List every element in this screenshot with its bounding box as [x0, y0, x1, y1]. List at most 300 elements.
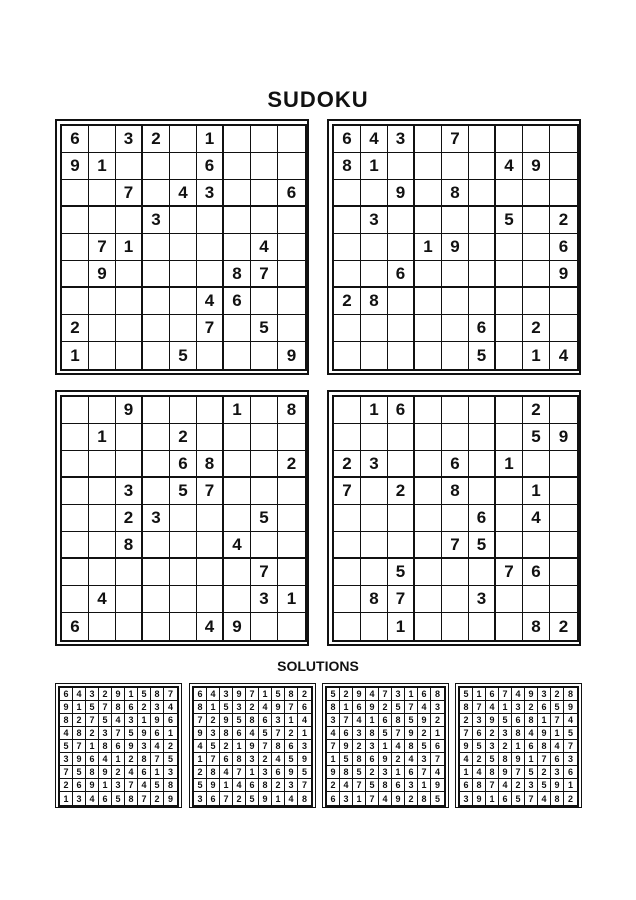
solution-1-cell: 2: [73, 714, 86, 727]
solution-3-cell: 7: [327, 740, 340, 753]
puzzle-3-cell: [278, 532, 305, 559]
puzzle-2-cell: [442, 153, 469, 180]
solution-4-cell: 9: [551, 779, 564, 792]
solution-2-cell: 6: [298, 701, 311, 714]
puzzle-1-cell: [251, 342, 278, 369]
puzzle-4-cell: 5: [523, 424, 550, 451]
solution-4-cell: 8: [551, 792, 564, 805]
puzzle-3-cell: 2: [170, 424, 197, 451]
solution-2-cell: 4: [298, 714, 311, 727]
puzzle-1-cell: [251, 180, 278, 207]
solution-3-cell: 6: [392, 779, 405, 792]
puzzle-1-cell: [62, 261, 89, 288]
solution-2-cell: 4: [220, 766, 233, 779]
solution-2-cell: 4: [272, 753, 285, 766]
puzzle-1-cell: [278, 315, 305, 342]
solution-2-cell: 3: [220, 688, 233, 701]
puzzle-2-cell: 1: [523, 342, 550, 369]
puzzle-4-cell: [415, 505, 442, 532]
solution-3-cell: 2: [392, 753, 405, 766]
puzzle-4-cell: [388, 451, 415, 478]
puzzle-2-cell: 2: [523, 315, 550, 342]
puzzle-4-cell: [334, 559, 361, 586]
puzzle-1-cell: 1: [62, 342, 89, 369]
solution-3-cell: 2: [327, 779, 340, 792]
solution-1-cell: 5: [112, 792, 125, 805]
puzzle-4-cell: [361, 613, 388, 640]
puzzle-3-cell: [89, 532, 116, 559]
solution-2-cell: 3: [259, 766, 272, 779]
puzzle-1-cell: 9: [62, 153, 89, 180]
puzzle-3-cell: 6: [62, 613, 89, 640]
solution-2-cell: 2: [220, 740, 233, 753]
solution-4-cell: 6: [499, 792, 512, 805]
solution-3-cell: 5: [327, 688, 340, 701]
puzzle-2-cell: [361, 261, 388, 288]
puzzle-1-cell: 7: [89, 234, 116, 261]
puzzle-1-cell: [251, 207, 278, 234]
solution-3-cell: 4: [431, 766, 444, 779]
solution-4-cell: 5: [486, 753, 499, 766]
solution-1-cell: 9: [99, 766, 112, 779]
puzzle-2-cell: 3: [361, 207, 388, 234]
solution-3-cell: 4: [353, 714, 366, 727]
solution-1-cell: 8: [86, 766, 99, 779]
solution-2-cell: 9: [272, 701, 285, 714]
solution-2-cell: 3: [285, 779, 298, 792]
solution-3-cell: 8: [340, 766, 353, 779]
puzzle-3-cell: [62, 505, 89, 532]
puzzle-4-cell: [334, 424, 361, 451]
solution-1-cell: 4: [138, 779, 151, 792]
puzzle-1-cell: 6: [197, 153, 224, 180]
puzzle-1-cell: [89, 288, 116, 315]
solution-4-cell: 2: [538, 766, 551, 779]
solution-2-cell: 4: [259, 701, 272, 714]
puzzle-2-cell: 1: [361, 153, 388, 180]
puzzle-3-cell: [62, 559, 89, 586]
solution-1-cell: 4: [99, 753, 112, 766]
solution-4-cell: 2: [473, 753, 486, 766]
solution-1-cell: 6: [73, 779, 86, 792]
puzzle-4-grid: [332, 395, 579, 642]
puzzle-1-cell: [197, 261, 224, 288]
puzzle-2-cell: 7: [442, 126, 469, 153]
solution-1-cell: 3: [164, 766, 177, 779]
solution-2-cell: 1: [233, 740, 246, 753]
puzzle-3-grid: [60, 395, 307, 642]
puzzle-2-cell: [415, 207, 442, 234]
puzzle-2-cell: 9: [388, 180, 415, 207]
puzzle-4-cell: 7: [496, 559, 523, 586]
puzzle-4-cell: [496, 613, 523, 640]
puzzle-2-cell: [496, 180, 523, 207]
puzzle-2-cell: [496, 288, 523, 315]
solution-1-cell: 1: [86, 740, 99, 753]
solution-1-cell: 8: [125, 792, 138, 805]
solution-2-cell: 2: [233, 792, 246, 805]
puzzle-4-cell: 2: [388, 478, 415, 505]
puzzle-4-cell: [388, 424, 415, 451]
puzzle-1-cell: [251, 153, 278, 180]
puzzle-2-cell: [388, 342, 415, 369]
puzzle-4-cell: 8: [523, 613, 550, 640]
solution-3-cell: 2: [418, 727, 431, 740]
puzzle-2-cell: [496, 261, 523, 288]
solution-2-cell: 3: [207, 727, 220, 740]
solution-4-cell: 5: [538, 779, 551, 792]
puzzle-3-cell: [62, 478, 89, 505]
solution-3-cell: 2: [366, 766, 379, 779]
puzzle-4-cell: [334, 532, 361, 559]
solution-2-cell: 7: [272, 727, 285, 740]
puzzle-1-cell: [251, 288, 278, 315]
puzzle-1-cell: [143, 180, 170, 207]
solution-3-cell: 8: [392, 714, 405, 727]
solution-2-cell: 9: [259, 792, 272, 805]
solution-1-cell: 9: [60, 701, 73, 714]
puzzle-1-cell: 6: [224, 288, 251, 315]
puzzle-3-cell: [62, 451, 89, 478]
puzzle-2-cell: [361, 180, 388, 207]
solution-1-cell: 6: [86, 753, 99, 766]
solution-2-cell: 1: [194, 753, 207, 766]
puzzle-1-cell: [278, 288, 305, 315]
puzzle-2-cell: [334, 315, 361, 342]
solution-1-cell: 8: [99, 740, 112, 753]
puzzle-3-cell: [143, 424, 170, 451]
solution-3-cell: 2: [379, 701, 392, 714]
solution-4-cell: 5: [499, 714, 512, 727]
puzzle-1-cell: 9: [286, 345, 297, 365]
puzzle-4-cell: 5: [469, 532, 496, 559]
puzzle-3-cell: 3: [143, 505, 170, 532]
puzzle-4-cell: [334, 505, 361, 532]
puzzle-1-cell: 8: [224, 261, 251, 288]
solution-2-cell: 2: [259, 753, 272, 766]
puzzle-2-cell: [388, 207, 415, 234]
puzzle-4-cell: [550, 478, 577, 505]
solution-4-cell: 3: [564, 753, 577, 766]
puzzle-1-cell: 2: [62, 315, 89, 342]
puzzle-1-cell: 1: [89, 153, 116, 180]
puzzle-4-cell: 7: [442, 532, 469, 559]
puzzle-2-cell: 3: [388, 126, 415, 153]
solution-1-cell: 5: [164, 753, 177, 766]
solution-2-cell: 6: [220, 753, 233, 766]
solution-3-cell: 4: [392, 740, 405, 753]
solution-4-cell: 8: [473, 779, 486, 792]
solution-1-cell: 4: [86, 792, 99, 805]
solution-3-cell: 9: [418, 714, 431, 727]
puzzle-3-cell: [224, 451, 251, 478]
puzzle-1-cell: [278, 126, 305, 153]
solution-4-cell: 4: [473, 766, 486, 779]
puzzle-3-cell: [197, 532, 224, 559]
puzzle-3-cell: 1: [278, 586, 305, 613]
solution-4-cell: 8: [525, 714, 538, 727]
solution-4-cell: 5: [512, 792, 525, 805]
puzzle-2-cell: [334, 180, 361, 207]
solution-3-cell: 3: [405, 779, 418, 792]
solution-3-cell: 4: [405, 753, 418, 766]
solution-4-cell: 9: [538, 727, 551, 740]
puzzle-3-cell: [224, 505, 251, 532]
puzzle-4-cell: 1: [361, 397, 388, 424]
solution-4-cell: 6: [486, 688, 499, 701]
puzzle-4-cell: [442, 586, 469, 613]
puzzle-4-cell: 6: [442, 451, 469, 478]
puzzle-2-cell: [361, 315, 388, 342]
solution-4-cell: 9: [499, 766, 512, 779]
solution-3-cell: 3: [392, 688, 405, 701]
solution-4-cell: 3: [486, 740, 499, 753]
puzzle-3-cell: 8: [116, 532, 143, 559]
puzzle-1-cell: 1: [116, 234, 143, 261]
puzzle-2-cell: 6: [334, 126, 361, 153]
puzzle-4-cell: [334, 613, 361, 640]
puzzle-3-cell: [89, 451, 116, 478]
solution-2-cell: 1: [285, 714, 298, 727]
solution-2-cell: 2: [272, 779, 285, 792]
puzzle-1-cell: [224, 234, 251, 261]
puzzle-1-cell: [62, 234, 89, 261]
solution-3-cell: 5: [405, 714, 418, 727]
solution-4-cell: 4: [525, 727, 538, 740]
puzzle-2-cell: [334, 234, 361, 261]
puzzle-3-cell: 4: [197, 613, 224, 640]
puzzle-1-cell: 1: [197, 126, 224, 153]
solution-2-cell: 7: [259, 740, 272, 753]
puzzle-1-cell: [170, 288, 197, 315]
solution-4-cell: 1: [499, 701, 512, 714]
puzzle-1-cell: [224, 180, 251, 207]
puzzle-3-cell: [251, 532, 278, 559]
solution-3-cell: 3: [340, 792, 353, 805]
solution-2-cell: 8: [194, 701, 207, 714]
solution-1-cell: 5: [86, 701, 99, 714]
puzzle-4-cell: [523, 451, 550, 478]
solution-4-cell: 1: [538, 714, 551, 727]
solution-2-cell: 3: [272, 714, 285, 727]
puzzle-2-cell: [415, 180, 442, 207]
solution-3-cell: 3: [418, 753, 431, 766]
puzzle-2-cell: [496, 315, 523, 342]
solution-3-cell: 9: [405, 727, 418, 740]
puzzle-3-cell: 2: [278, 451, 305, 478]
puzzle-4-cell: [334, 586, 361, 613]
puzzle-4-cell: [469, 424, 496, 451]
puzzle-2-cell: [523, 207, 550, 234]
puzzle-4-cell: [469, 559, 496, 586]
solution-2-cell: 5: [272, 688, 285, 701]
solution-2-cell: 8: [207, 766, 220, 779]
puzzle-1-cell: [116, 288, 143, 315]
solution-1-cell: 2: [60, 779, 73, 792]
solution-3-cell: 7: [418, 766, 431, 779]
puzzle-4-cell: [550, 451, 577, 478]
solution-1-cell: 9: [86, 779, 99, 792]
solution-4-cell: 7: [486, 779, 499, 792]
puzzle-3-cell: [170, 613, 197, 640]
solution-3-cell: 1: [353, 792, 366, 805]
solution-2-cell: 5: [233, 714, 246, 727]
solution-4-cell: 6: [564, 766, 577, 779]
solution-1-cell: 9: [125, 740, 138, 753]
solution-1-cell: 6: [112, 740, 125, 753]
solution-4-cell: 3: [499, 727, 512, 740]
solution-4-cell: 3: [512, 701, 525, 714]
solution-3-cell: 6: [418, 688, 431, 701]
puzzle-2-cell: [469, 288, 496, 315]
puzzle-2-cell: 1: [415, 234, 442, 261]
solution-3-cell: 3: [366, 740, 379, 753]
puzzle-3-cell: 5: [251, 505, 278, 532]
solution-2-cell: 8: [220, 727, 233, 740]
solution-2-cell: 8: [272, 740, 285, 753]
solution-3-cell: 8: [353, 753, 366, 766]
solution-2-cell: 4: [285, 792, 298, 805]
solution-4-cell: 5: [564, 727, 577, 740]
solution-2-cell: 6: [194, 688, 207, 701]
solution-4-cell: 8: [499, 753, 512, 766]
puzzle-3-cell: [89, 613, 116, 640]
solution-1-cell: 3: [151, 701, 164, 714]
puzzle-4-cell: 2: [334, 451, 361, 478]
puzzle-3-cell: [170, 559, 197, 586]
solution-3-cell: 8: [327, 701, 340, 714]
puzzle-2-cell: [415, 315, 442, 342]
puzzle-1-cell: 4: [251, 234, 278, 261]
puzzle-3-cell: [278, 478, 305, 505]
puzzle-3-cell: [251, 451, 278, 478]
puzzle-2-cell: [469, 153, 496, 180]
puzzle-4-cell: [496, 424, 523, 451]
solution-4-cell: 7: [551, 714, 564, 727]
puzzle-3-cell: 3: [251, 586, 278, 613]
puzzle-1-cell: [224, 126, 251, 153]
solution-2-cell: 5: [246, 792, 259, 805]
solution-1-cell: 7: [86, 714, 99, 727]
solution-3-cell: 5: [379, 727, 392, 740]
solution-1-cell: 9: [112, 688, 125, 701]
puzzle-2-cell: [523, 288, 550, 315]
puzzle-3-cell: [278, 505, 305, 532]
solution-1-cell: 9: [138, 727, 151, 740]
puzzle-4-cell: [496, 397, 523, 424]
solution-2-cell: 4: [207, 688, 220, 701]
puzzle-1-cell: [170, 234, 197, 261]
puzzle-4-cell: [496, 586, 523, 613]
solution-4-cell: 4: [538, 792, 551, 805]
solution-2-cell: 9: [194, 727, 207, 740]
solution-2-cell: 6: [285, 740, 298, 753]
puzzle-4-cell: [550, 532, 577, 559]
puzzle-1-cell: 4: [170, 180, 197, 207]
solution-4-cell: 1: [473, 688, 486, 701]
puzzle-2-cell: [334, 342, 361, 369]
solution-3-cell: 8: [418, 792, 431, 805]
solution-2-cell: 9: [233, 688, 246, 701]
solution-1-cell: 6: [125, 701, 138, 714]
puzzle-4-cell: [469, 397, 496, 424]
solution-4-cell: 1: [460, 766, 473, 779]
puzzle-1-cell: [143, 234, 170, 261]
solution-1-cell: 6: [99, 792, 112, 805]
puzzle-1-cell: [278, 234, 305, 261]
puzzle-4-cell: [550, 559, 577, 586]
puzzle-3-cell: 9: [116, 397, 143, 424]
solution-1-cell: 3: [86, 688, 99, 701]
solution-1-cell: 3: [138, 740, 151, 753]
puzzle-3-cell: 1: [89, 424, 116, 451]
puzzle-1-cell: [89, 207, 116, 234]
puzzle-3-cell: [143, 586, 170, 613]
puzzle-4-cell: [415, 478, 442, 505]
solution-3-cell: 1: [431, 727, 444, 740]
solution-1-cell: 6: [138, 766, 151, 779]
puzzle-2-cell: [496, 342, 523, 369]
puzzle-1-cell: [170, 315, 197, 342]
solution-4-cell: 9: [473, 792, 486, 805]
solution-1-cell: 2: [112, 766, 125, 779]
puzzle-2-cell: [496, 126, 523, 153]
puzzle-3-cell: [278, 613, 305, 640]
solution-3-cell: 9: [340, 740, 353, 753]
solution-1-cell: 2: [151, 792, 164, 805]
solution-2-cell: 6: [233, 727, 246, 740]
solution-2-cell: 4: [233, 779, 246, 792]
solution-2-cell: 9: [285, 766, 298, 779]
solution-4-cell: 4: [512, 688, 525, 701]
solution-3-cell: 9: [431, 779, 444, 792]
puzzle-3-cell: [116, 586, 143, 613]
puzzle-4-cell: [361, 559, 388, 586]
puzzle-4-cell: [550, 397, 577, 424]
solution-3-cell: 6: [340, 727, 353, 740]
puzzle-1-cell: [224, 153, 251, 180]
puzzle-2-cell: [388, 315, 415, 342]
puzzle-2-cell: [415, 342, 442, 369]
puzzle-4-cell: [388, 505, 415, 532]
puzzle-3-cell: [62, 586, 89, 613]
puzzle-4-cell: [523, 586, 550, 613]
puzzle-3-cell: [143, 532, 170, 559]
puzzle-2-cell: [496, 234, 523, 261]
solution-4-cell: 7: [538, 753, 551, 766]
solution-1-cell: 4: [125, 766, 138, 779]
puzzle-4-cell: 8: [361, 586, 388, 613]
puzzle-2-cell: 4: [558, 345, 569, 365]
solution-2-cell: 9: [298, 753, 311, 766]
puzzle-4-cell: [442, 505, 469, 532]
puzzle-3-cell: [224, 586, 251, 613]
solution-1-cell: 6: [164, 714, 177, 727]
puzzle-4-cell: 5: [388, 559, 415, 586]
puzzle-4-cell: [496, 505, 523, 532]
solution-4-cell: 2: [525, 701, 538, 714]
puzzle-3-cell: [116, 559, 143, 586]
puzzle-3-cell: [251, 478, 278, 505]
solution-2-cell: 1: [207, 701, 220, 714]
puzzle-4-cell: 1: [496, 451, 523, 478]
solution-1-cell: 2: [86, 727, 99, 740]
solution-3-cell: 2: [353, 740, 366, 753]
puzzle-3-cell: [224, 424, 251, 451]
puzzle-3-cell: [197, 424, 224, 451]
puzzle-4-cell: 7: [334, 478, 361, 505]
solution-4-cell: 8: [564, 688, 577, 701]
